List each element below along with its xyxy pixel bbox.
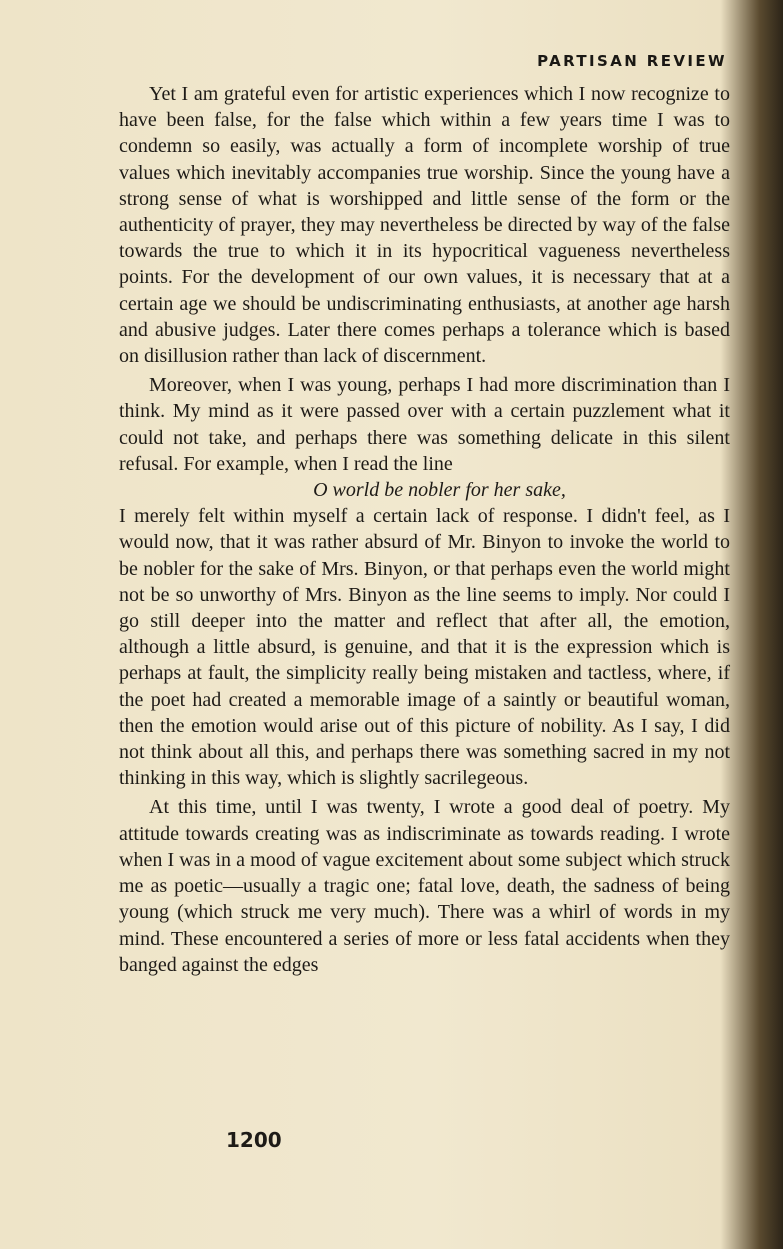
body-text <box>119 81 730 978</box>
paragraph-1: Yet I am grateful even for artistic experiences which I now recognize to have been false, for the false which within a few years time I was to condemn so easily, was actually a form of incomplete worship of true values which inevitably accompanies true worship. Since the young have a strong sense of what is worshipped and little sense of the form or the authenticity of prayer, they may nevertheless be directed by way of the false towards the true to which it in its hypocritical vagueness nevertheless points. For the development of our own values, it is necessary that at a certain age we should be undiscriminating enthusiasts, at another age harsh and abusive judges. Later there comes perhaps a tolerance which is based on disillusion rather than lack of discernment. <box>119 83 730 368</box>
running-head: PARTISAN REVIEW <box>537 52 727 70</box>
page-number: 1200 <box>226 1128 282 1152</box>
paragraph-2: Moreover, when I was young, perhaps I had more discrimination than I think. My mind as it were passed over with a certain puzzlement what it could not take, and perhaps there was something delicate in this silent refusal. For example, when I read the line <box>119 374 730 475</box>
paragraph-4: At this time, until I was twenty, I wrote a good deal of poetry. My attitude towards creating was as indiscriminate as towards reading. I wrote when I was in a mood of vague excitement about some subject which struck me as poetic—usually a tragic one; fatal love, death, the sadness of being young (which struck me very much). There was a whirl of words in my mind. These encountered a series of more or less fatal accidents when they banged against the edges <box>119 796 730 976</box>
verse-quotation: O world be nobler for her sake, <box>313 479 566 502</box>
paragraph-3: I merely felt within myself a certain lack of response. I didn't feel, as I would now, that it was rather absurd of Mr. Binyon to invoke the world to be nobler for the sake of Mrs. Binyon, or that perhaps even the world might not be so unworthy of Mrs. Binyon as the line seems to imply. Nor could I go still deeper into the matter and reflect that after all, the emotion, although a little absurd, is genuine, and that it is the expression which is perhaps at fault, the simplicity really being mistaken and tactless, where, if the poet had created a memorable image of a saintly or beautiful woman, then the emotion would arise out of this picture of nobility. As I say, I did not think about all this, and perhaps there was something sacred in my not thinking in this way, which is slightly sacrilegeous. <box>119 505 730 790</box>
